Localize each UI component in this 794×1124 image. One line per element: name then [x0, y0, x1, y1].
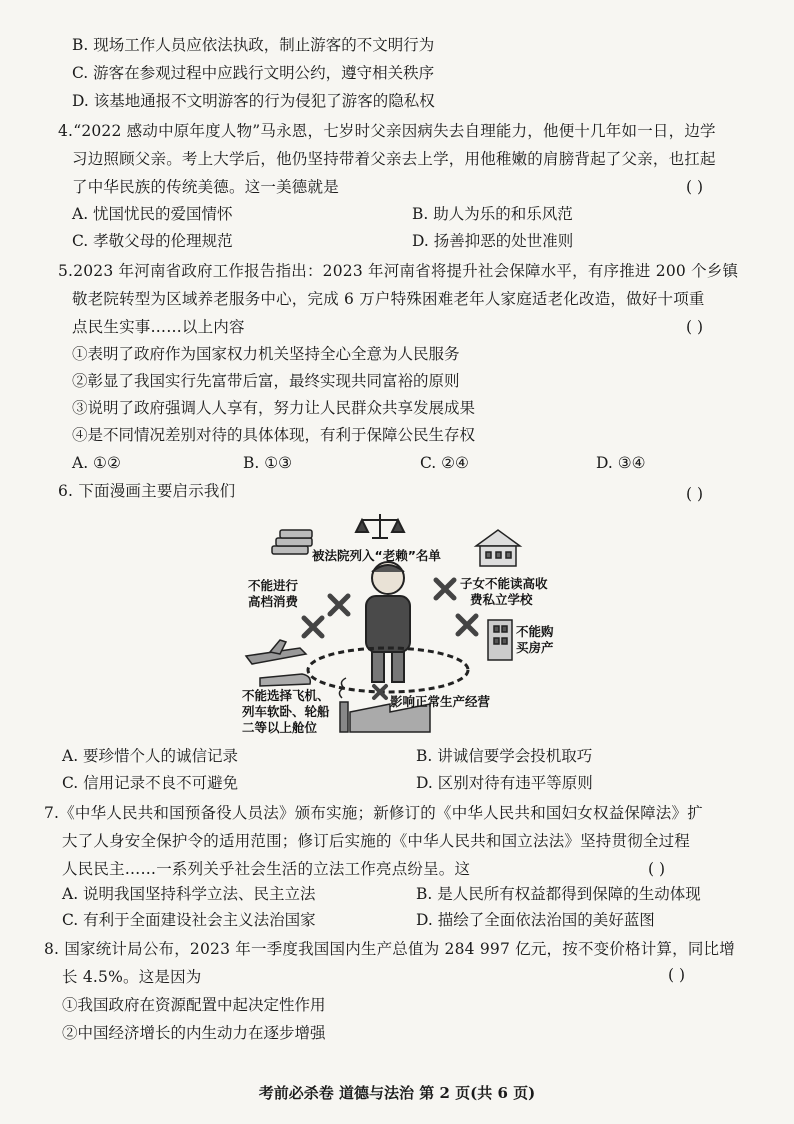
page-footer: 考前必杀卷 道德与法治 第 2 页(共 6 页) — [258, 1084, 536, 1102]
person-figure — [366, 562, 410, 682]
q5-option-d: D. ③④ — [596, 454, 646, 472]
q8-item-2: ②中国经济增长的内生动力在逐步增强 — [62, 1024, 326, 1042]
q5-item-1: ①表明了政府作为国家权力机关坚持全心全意为人民服务 — [72, 345, 460, 363]
q4-stem-line2: 习边照顾父亲。考上大学后，他仍坚持带着父亲去上学，用他稚嫩的肩膀背起了父亲，也扛起 — [72, 150, 716, 168]
q4-option-a: A. 忧国忧民的爱国情怀 — [72, 205, 233, 223]
q3-option-b: B. 现场工作人员应依法执政，制止游客的不文明行为 — [72, 36, 435, 54]
q3-option-d: D. 该基地通报不文明游客的行为侵犯了游客的隐私权 — [72, 92, 435, 110]
q7-option-d: D. 描绘了全面依法治国的美好蓝图 — [416, 911, 655, 929]
q4-stem-line3: 了中华民族的传统美德。这一美德就是 — [72, 178, 339, 196]
q6-option-c: C. 信用记录不良不可避免 — [62, 774, 239, 792]
q6-option-b: B. 讲诚信要学会投机取巧 — [416, 747, 593, 765]
money-stack-icon — [272, 530, 312, 554]
q3-option-c: C. 游客在参观过程中应践行文明公约，遵守相关秩序 — [72, 64, 435, 82]
q8-stem-line1: 8. 国家统计局公布，2023 年一季度我国国内生产总值为 284 997 亿元，按不变价格计算，同比增 — [44, 940, 735, 958]
q8-answer-bracket: ( ) — [668, 966, 686, 984]
cartoon-caption-left-1: 不能进行 — [248, 578, 299, 593]
q6-option-d: D. 区别对待有违平等原则 — [416, 774, 593, 792]
house-icon — [488, 620, 512, 660]
q7-stem-line3: 人民民主……一系列关乎社会生活的立法工作亮点纷呈。这 — [62, 860, 471, 878]
cartoon-caption-factory: 影响正常生产经营 — [390, 694, 491, 709]
q7-stem-line2: 大了人身安全保护令的适用范围；修订后实施的《中华人民共和国立法法》坚持贯彻全过程 — [62, 832, 691, 850]
q6-answer-bracket: ( ) — [686, 485, 704, 503]
cartoon-caption-bottom-1: 不能选择飞机、 — [242, 688, 330, 703]
q6-stem-line1: 6. 下面漫画主要启示我们 — [58, 482, 236, 500]
cartoon-caption-left-2: 高档消费 — [248, 594, 299, 609]
q5-stem-line3: 点民生实事……以上内容 — [72, 318, 245, 336]
q5-item-3: ③说明了政府强调人人享有，努力让人民群众共享发展成果 — [72, 399, 476, 417]
school-building-icon — [476, 530, 520, 566]
q4-answer-bracket: ( ) — [686, 178, 704, 196]
cartoon-title: 被法院列入“老赖”名单 — [312, 548, 441, 563]
q8-stem-line2: 长 4.5%。这是因为 — [62, 968, 202, 986]
q5-item-2: ②彰显了我国实行先富带后富，最终实现共同富裕的原则 — [72, 372, 460, 390]
cartoon-illustration — [240, 508, 560, 740]
q7-answer-bracket: ( ) — [648, 860, 666, 878]
q4-option-d: D. 扬善抑恶的处世准则 — [412, 232, 574, 250]
q5-option-c: C. ②④ — [420, 454, 469, 472]
cartoon-caption-house-1: 不能购 — [516, 624, 554, 639]
q5-stem-line2: 敬老院转型为区域养老服务中心，完成 6 万户特殊困难老年人家庭适老化改造，做好十项重 — [72, 290, 705, 308]
q5-answer-bracket: ( ) — [686, 318, 704, 336]
scales-of-justice-icon — [356, 514, 404, 538]
q4-option-c: C. 孝敬父母的伦理规范 — [72, 232, 233, 250]
q4-stem-line1: 4.“2022 感动中原年度人物”马永恩，七岁时父亲因病失去自理能力，他便十几年如一日，边学 — [58, 122, 716, 140]
q4-option-b: B. 助人为乐的和乐风范 — [412, 205, 573, 223]
train-icon — [260, 674, 310, 686]
cartoon-caption-bottom-3: 二等以上舱位 — [242, 720, 318, 735]
airplane-icon — [246, 640, 306, 664]
q7-stem-line1: 7.《中华人民共和国预备役人员法》颁布实施；新修订的《中华人民共和国妇女权益保障法》扩 — [44, 804, 703, 822]
q7-option-b: B. 是人民所有权益都得到保障的生动体现 — [416, 885, 701, 903]
cartoon-caption-house-2: 买房产 — [516, 640, 554, 655]
q5-option-b: B. ①③ — [243, 454, 293, 472]
q6-option-a: A. 要珍惜个人的诚信记录 — [62, 747, 239, 765]
cartoon-caption-right-2: 费私立学校 — [470, 592, 533, 607]
q8-item-1: ①我国政府在资源配置中起决定性作用 — [62, 996, 326, 1014]
q5-option-a: A. ①② — [72, 454, 121, 472]
fence-ring — [308, 648, 468, 692]
cartoon-caption-right-1: 子女不能读高收 — [460, 576, 548, 591]
q5-item-4: ④是不同情况差别对待的具体体现，有利于保障公民生存权 — [72, 426, 476, 444]
q7-option-a: A. 说明我国坚持科学立法、民主立法 — [62, 885, 316, 903]
cartoon-caption-bottom-2: 列车软卧、轮船 — [242, 704, 330, 719]
q7-option-c: C. 有利于全面建设社会主义法治国家 — [62, 911, 316, 929]
q5-stem-line1: 5.2023 年河南省政府工作报告指出：2023 年河南省将提升社会保障水平，有序推进 200 个乡镇 — [58, 262, 739, 280]
